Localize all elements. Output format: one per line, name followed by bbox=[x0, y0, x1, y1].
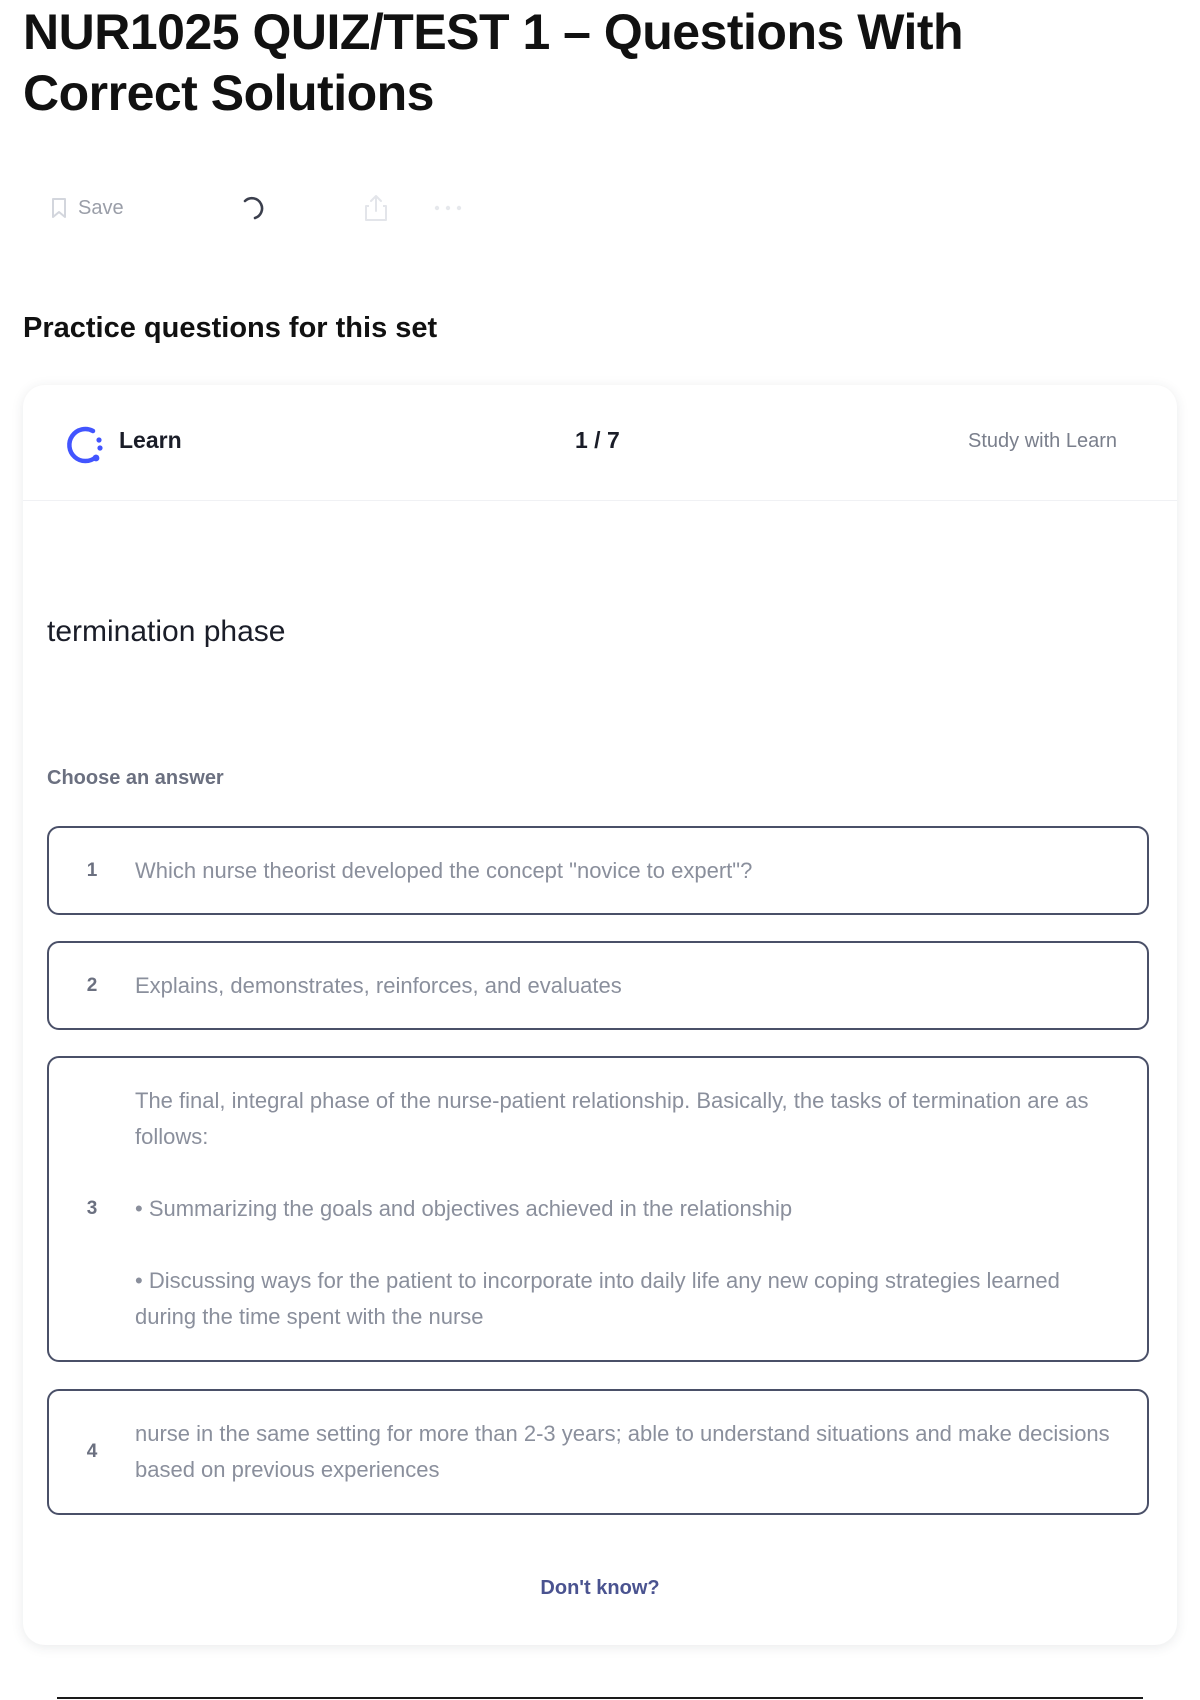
more-icon bbox=[433, 204, 463, 212]
choose-answer-label: Choose an answer bbox=[47, 767, 224, 789]
option-paragraph: • Summarizing the goals and objectives achieved in the relationship bbox=[135, 1196, 793, 1221]
option-text: Which nurse theorist developed the concept "novice to expert"? bbox=[135, 857, 753, 883]
more-options-button[interactable] bbox=[433, 186, 463, 230]
bottom-divider bbox=[57, 1697, 1143, 1699]
answer-option-2[interactable] bbox=[47, 941, 1149, 1030]
option-text: nurse in the same setting for more than 2-3 years; able to understand situations and make decisions based on previous experiences bbox=[135, 1421, 1110, 1482]
share-button[interactable] bbox=[363, 186, 389, 230]
loading-indicator bbox=[240, 186, 266, 230]
study-with-learn-link[interactable]: Study with Learn bbox=[968, 430, 1117, 452]
save-button[interactable] bbox=[50, 186, 124, 230]
option-number: 2 bbox=[86, 974, 98, 996]
answer-option-3[interactable] bbox=[47, 1056, 1149, 1362]
option-paragraph: • Discussing ways for the patient to incorporate into daily life any new coping strategies learned during the time spent with the nurse bbox=[135, 1268, 1060, 1329]
learn-card-header bbox=[23, 385, 1177, 501]
page-title: NUR1025 QUIZ/TEST 1 – Questions With Correct Solutions bbox=[23, 4, 964, 121]
spinner-icon bbox=[240, 195, 266, 221]
learn-icon bbox=[63, 423, 107, 467]
option-number: 1 bbox=[86, 859, 98, 881]
question-term: termination phase bbox=[47, 615, 286, 648]
option-number: 3 bbox=[86, 1198, 98, 1219]
bookmark-icon bbox=[50, 197, 68, 219]
save-label: Save bbox=[78, 196, 124, 219]
practice-section-heading: Practice questions for this set bbox=[23, 312, 438, 344]
answer-option-4[interactable] bbox=[47, 1389, 1149, 1515]
option-text: Explains, demonstrates, reinforces, and evaluates bbox=[135, 972, 622, 998]
share-icon bbox=[363, 193, 389, 223]
learn-card bbox=[23, 385, 1177, 1645]
option-number: 4 bbox=[86, 1441, 98, 1462]
option-paragraph: The final, integral phase of the nurse-patient relationship. Basically, the tasks of termination are as follows: bbox=[135, 1088, 1089, 1149]
learn-mode-label: Learn bbox=[119, 427, 182, 453]
dont-know-button[interactable]: Don't know? bbox=[540, 1577, 660, 1599]
set-toolbar bbox=[50, 186, 490, 230]
question-progress: 1 / 7 bbox=[575, 427, 620, 453]
answer-option-1[interactable] bbox=[47, 826, 1149, 915]
option-text bbox=[135, 1083, 1147, 1335]
